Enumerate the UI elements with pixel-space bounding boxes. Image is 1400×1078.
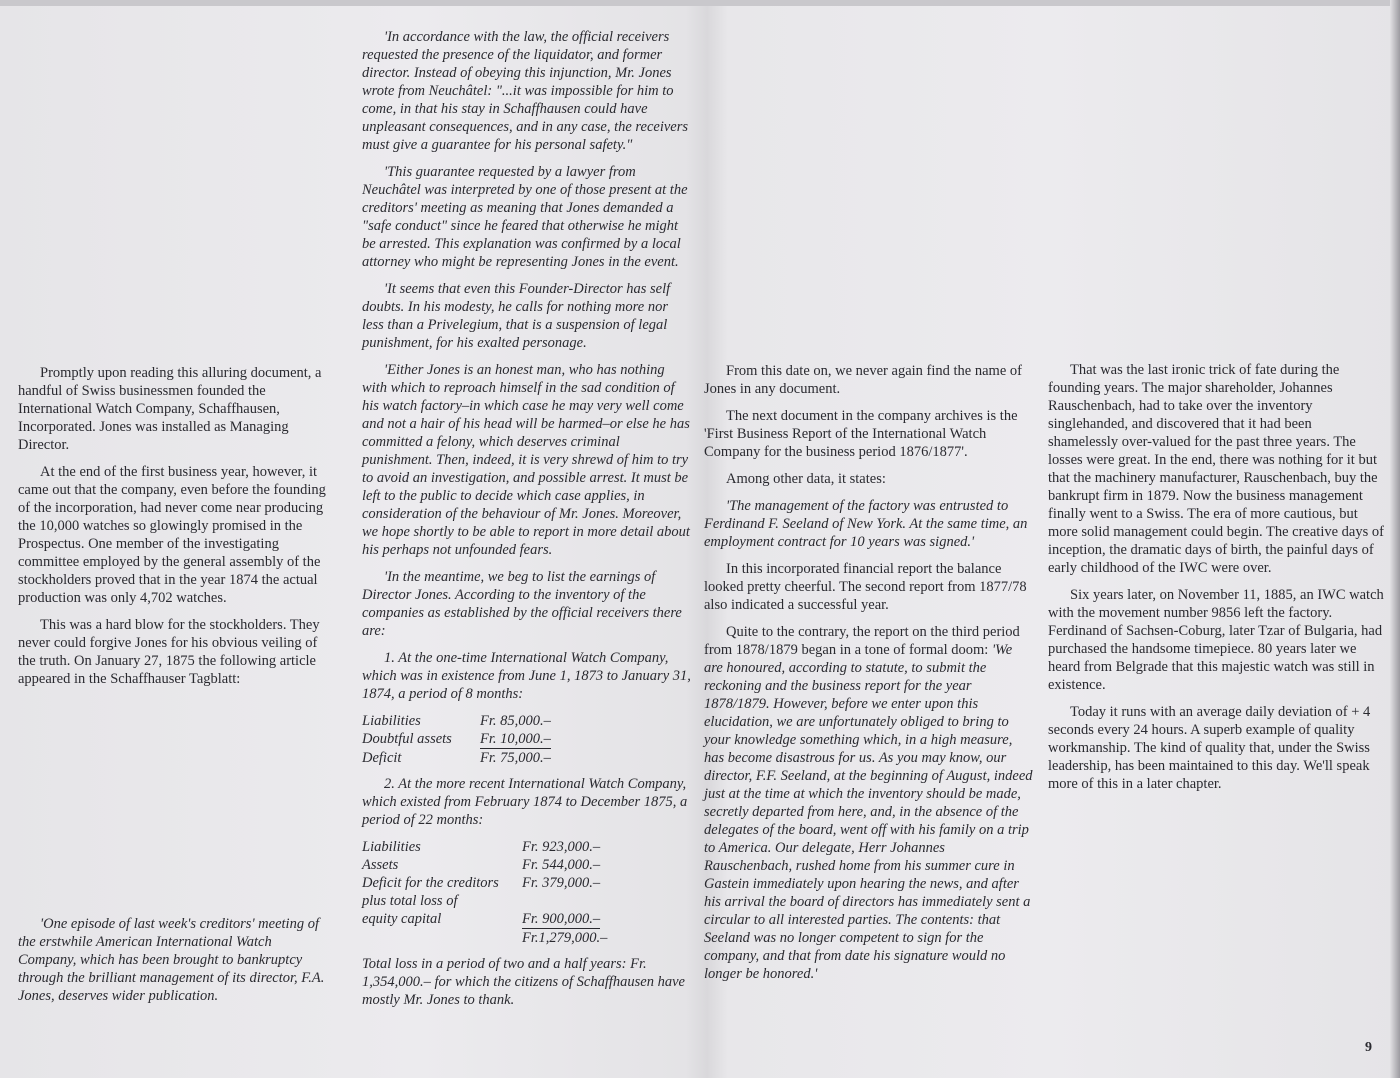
col3-paragraph-6: [704, 623, 1034, 983]
page-right-edge: [1390, 0, 1400, 1078]
col2-paragraph-6: 1. At the one-time International Watch Company, which was in existence from June 1, 1873 to January 31, 1874, a period of 8 months:: [362, 650, 691, 702]
ledger-label: plus total loss of: [362, 893, 458, 909]
col3-paragraph-2: The next document in the company archives is the 'First Business Report of the International Watch Company for the business period 1876/1877'.: [704, 408, 1018, 460]
ledger-value: Fr. 900,000.–: [522, 911, 601, 927]
col2-paragraph-4: 'Either Jones is an honest man, who has nothing with which to reproach himself in the sad condition of his watch factory–in which case he may very well come and not a hair of his head will be harmed–or else he has committed a felony, which deserves criminal punishment. Then, indeed, it is very shrewd of him to try to avoid an investigation, and possible arrest. It must be left to the public to decide which case applies, in consideration of the behaviour of Mr. Jones. Moreover, we hope shortly to be able to report in more detail about his perhaps not unfounded fears.: [362, 362, 690, 558]
ledger-value: Fr. 379,000.–: [522, 875, 601, 891]
ledger-second-company: [362, 838, 692, 947]
ledger-label: Deficit for the creditors: [362, 875, 499, 891]
col2-paragraph-7: 2. At the more recent International Watch Company, which existed from February 1874 to December 1875, a period of 22 months:: [362, 776, 688, 828]
ledger-value: Fr. 10,000.–: [480, 731, 551, 747]
ledger-value: Fr. 85,000.–: [480, 713, 551, 729]
col2-paragraph-2: 'This guarantee requested by a lawyer from Neuchâtel was interpreted by one of those present at the creditors' meeting as meaning that Jones demanded a "safe conduct" since he feared that otherwise he might be arrested. This explanation was confirmed by a local attorney who might be representing Jones in the event.: [362, 164, 688, 270]
column-3: [704, 362, 1034, 992]
ledger-row: [362, 838, 692, 856]
ledger-label: Liabilities: [362, 713, 421, 729]
ledger-row: [362, 910, 692, 929]
column-1: [18, 364, 330, 697]
col3-paragraph-4: 'The management of the factory was entrusted to Ferdinand F. Seeland of New York. At the same time, an employment contract for 10 years was signed.': [704, 498, 1028, 550]
col4-paragraph-1: That was the last ironic trick of fate during the founding years. The major shareholder, Johannes Rauschenbach, had to take over the inventory singlehanded, and discovered that it had been shamelessly over-valued for the past three years. The losses were great. In the end, there was nothing for it but that the machinery manufacturer, Rauschenbach, buy the bankrupt firm in 1879. Now the business management finally went to a Swiss. The era of more cautious, but more solid management could begin. The creative days of inception, the dramatic days of birth, the painful days of early childhood of the IWC were over.: [1048, 362, 1384, 576]
col4-paragraph-3: Today it runs with an average daily deviation of + 4 seconds every 24 hours. A superb example of quality workmanship. The kind of quality that, under the Swiss leadership, has been maintained to this day. We'll speak more of this in a later chapter.: [1048, 704, 1371, 792]
ledger-row: [362, 856, 692, 874]
ledger-value: Fr.1,279,000.–: [522, 930, 608, 946]
ledger-row: [362, 749, 692, 767]
col3-paragraph-6-quote: 'We are honoured, according to statute, to submit the reckoning and the business report for the year 1878/1879. However, before we enter upon this elucidation, we are unfortunately obliged to bring to your knowledge something which, in a high measure, has become disastrous for us. As you may know, our director, F.F. Seeland, at the beginning of August, indeed just at the time at which the inventory should be made, secretly departed from here, and, in the absence of the delegates of the board, went off with his family on a trip to America. Our delegate, Herr Johannes Rauschenbach, rushed home from his summer cure in Gastein immediately upon hearing the news, and after his arrival the board of directors has immediately sent a circular to all interested parties. The contents: that Seeland was no longer competent to sign for the company, and that from date his signature would no longer be honored.': [704, 642, 1033, 982]
col3-paragraph-3: Among other data, it states:: [726, 471, 886, 487]
col2-paragraph-1: 'In accordance with the law, the official receivers requested the presence of the liquidator, and former director. Instead of obeying this injunction, Mr. Jones wrote from Neuchâtel: "...it was impossible for him to come, in that his stay in Schaffhausen could have unpleasant consequences, and in any case, the receivers must give a guarantee for his personal safety.": [362, 29, 689, 153]
page-top-edge: [0, 0, 1400, 6]
col3-paragraph-1: From this date on, we never again find the name of Jones in any document.: [704, 363, 1022, 397]
ledger-row: [362, 730, 692, 749]
ledger-row: [362, 929, 692, 947]
ledger-value: Fr. 75,000.–: [480, 750, 551, 766]
ledger-label: equity capital: [362, 911, 442, 927]
col1-paragraph-3: This was a hard blow for the stockholders. They never could forgive Jones for his obvious veiling of the truth. On January 27, 1875 the following article appeared in the Schaffhauser Tagblatt:: [18, 617, 320, 687]
column-1-quote: [18, 915, 330, 1014]
column-2: [362, 28, 692, 1018]
col1-paragraph-1: Promptly upon reading this alluring document, a handful of Swiss businessmen founded the International Watch Company, Schaffhausen, Incorporated. Jones was installed as Managing Director.: [18, 365, 322, 453]
col2-paragraph-3: 'It seems that even this Founder-Director has self doubts. In his modesty, he calls for nothing more nor less than a Privelegium, that is a suspension of legal punishment, for his exalted personage.: [362, 281, 671, 351]
col1-paragraph-2: At the end of the first business year, however, it came out that the company, even before the founding of the incorporation, had never come near producing the 10,000 watches so glowingly promised in the Prospectus. One member of the investigating committee employed by the general assembly of the stockholders proved that in the year 1874 the actual production was only 4,702 watches.: [18, 464, 326, 606]
col4-paragraph-2: Six years later, on November 11, 1885, an IWC watch with the movement number 9856 left the factory. Ferdinand of Sachsen-Coburg, later Tzar of Bulgaria, had purchased the handsome timepiece. 80 years later we heard from Belgrade that this majestic watch was still in existence.: [1048, 587, 1384, 693]
col3-paragraph-5: In this incorporated financial report the balance looked pretty cheerful. The second report from 1877/78 also indicated a successful year.: [704, 561, 1027, 613]
ledger-value: Fr. 923,000.–: [522, 839, 601, 855]
column-4: [1048, 361, 1384, 802]
col2-paragraph-8: Total loss in a period of two and a half years: Fr. 1,354,000.– for which the citizens of Schaffhausen have mostly Mr. Jones to thank.: [362, 956, 685, 1008]
ledger-label: Assets: [362, 857, 399, 873]
ledger-row: [362, 892, 692, 910]
col1-article-quote: 'One episode of last week's creditors' meeting of the erstwhile American International Watch Company, which has been brought to bankruptcy through the brilliant management of its director, F.A. Jones, deserves wider publication.: [18, 916, 325, 1004]
ledger-row: [362, 874, 692, 892]
col3-paragraph-6-lead: Quite to the contrary, the report on the third period from 1878/1879 began in a tone of formal doom:: [704, 624, 1020, 658]
ledger-label: Doubtful assets: [362, 731, 452, 747]
page-number: 9: [1365, 1040, 1372, 1055]
ledger-first-company: [362, 712, 692, 767]
col2-paragraph-5: 'In the meantime, we beg to list the earnings of Director Jones. According to the inventory of the companies as established by the official receivers there are:: [362, 569, 682, 639]
ledger-label: Liabilities: [362, 839, 421, 855]
ledger-value: Fr. 544,000.–: [522, 857, 601, 873]
ledger-label: [362, 929, 522, 947]
ledger-row: [362, 712, 692, 730]
ledger-label: Deficit: [362, 750, 402, 766]
